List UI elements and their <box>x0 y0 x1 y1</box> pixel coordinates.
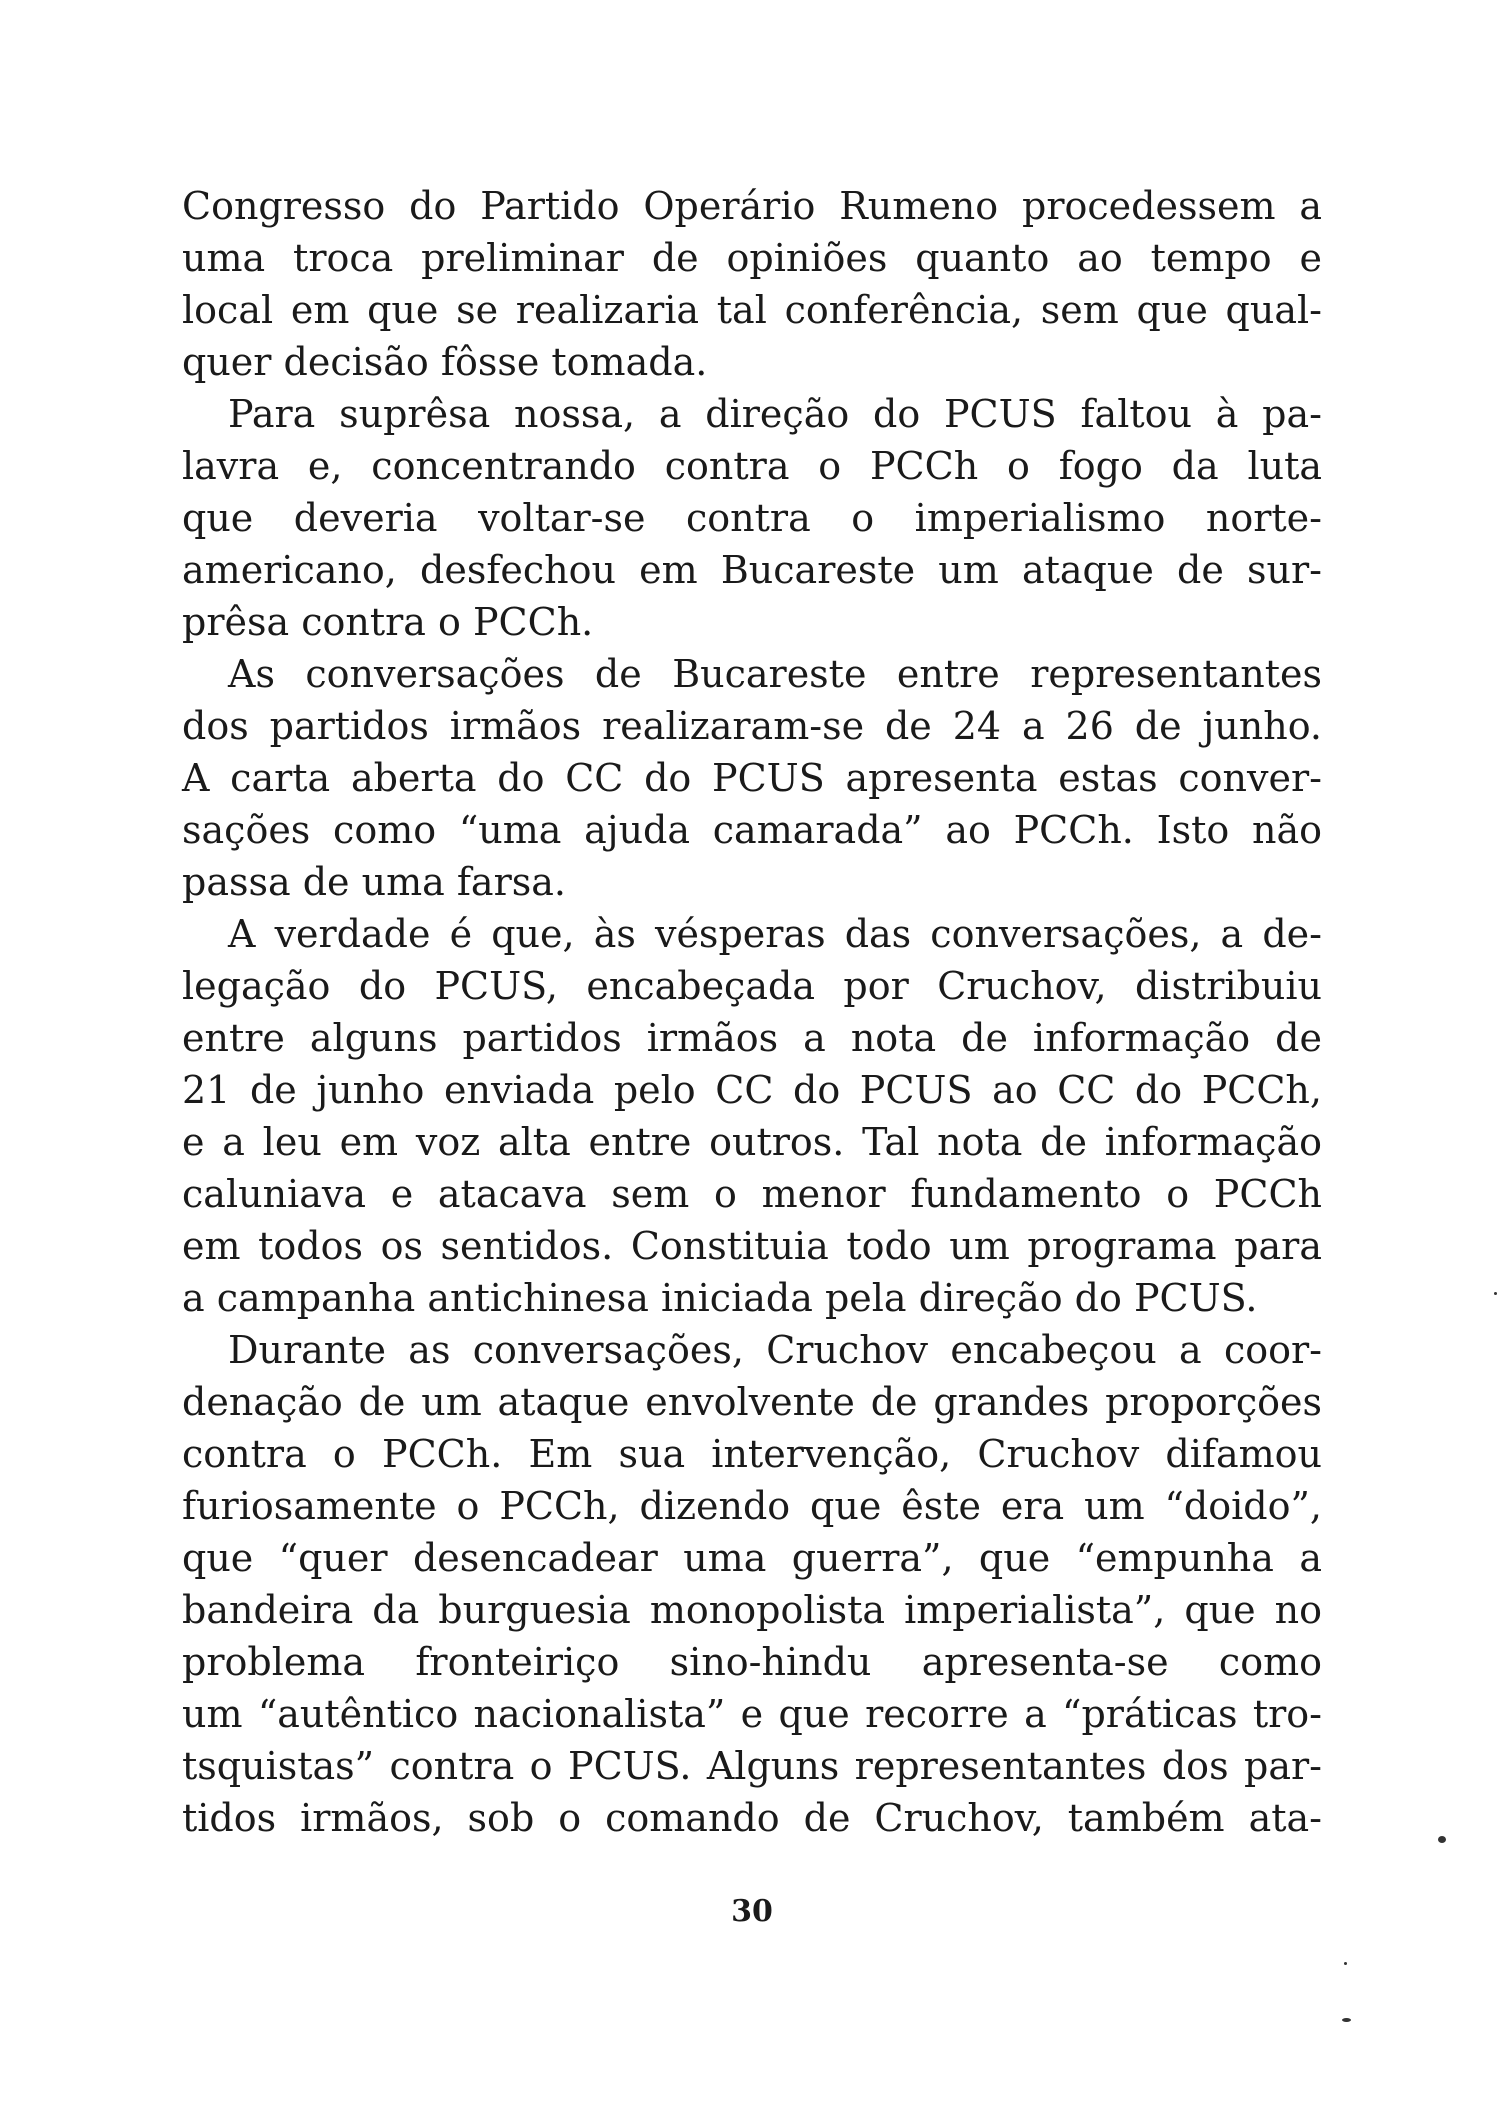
scan-speck <box>1494 1292 1497 1295</box>
scan-speck <box>1344 1962 1347 1965</box>
text-line: A carta aberta do CC do PCUS apresenta estas conver- <box>182 756 1322 800</box>
text-line: dos partidos irmãos realizaram-se de 24 a 26 de junho. <box>182 704 1322 748</box>
text-line: prêsa contra o PCCh. <box>182 600 594 644</box>
text-line: sações como “uma ajuda camarada” ao PCCh. Isto não <box>182 808 1322 852</box>
text-line: em todos os sentidos. Constituia todo um programa para <box>182 1224 1322 1268</box>
scan-speck <box>1438 1836 1446 1843</box>
text-line: um “autêntico nacionalista” e que recorre a “práticas tro- <box>182 1692 1322 1736</box>
text-line: Durante as conversações, Cruchov encabeçou a coor- <box>228 1328 1322 1372</box>
text-line: tsquistas” contra o PCUS. Alguns representantes dos par- <box>182 1744 1322 1788</box>
text-line: furiosamente o PCCh, dizendo que êste era um “doido”, <box>182 1484 1322 1528</box>
text-line: As conversações de Bucareste entre representantes <box>228 652 1322 696</box>
page-number: 30 <box>731 1894 773 1929</box>
text-line: que “quer desencadear uma guerra”, que “empunha a <box>182 1536 1322 1580</box>
text-line: local em que se realizaria tal conferência, sem que qual- <box>182 288 1322 332</box>
text-line: Para suprêsa nossa, a direção do PCUS faltou à pa- <box>228 392 1322 436</box>
text-line: legação do PCUS, encabeçada por Cruchov, distribuiu <box>182 964 1322 1008</box>
text-line: lavra e, concentrando contra o PCCh o fogo da luta <box>182 444 1322 488</box>
text-line: problema fronteiriço sino-hindu apresenta-se como <box>182 1640 1322 1684</box>
text-line: contra o PCCh. Em sua intervenção, Cruchov difamou <box>182 1432 1322 1476</box>
text-line: passa de uma farsa. <box>182 860 566 904</box>
text-line: uma troca preliminar de opiniões quanto ao tempo e <box>182 236 1322 280</box>
text-line: que deveria voltar-se contra o imperialismo norte- <box>182 496 1322 540</box>
text-line: Congresso do Partido Operário Rumeno procedessem a <box>182 184 1322 228</box>
text-line: quer decisão fôsse tomada. <box>182 340 708 384</box>
text-line: A verdade é que, às vésperas das conversações, a de- <box>228 912 1322 956</box>
text-line: entre alguns partidos irmãos a nota de informação de <box>182 1016 1322 1060</box>
body-text <box>182 180 1322 1844</box>
text-line: tidos irmãos, sob o comando de Cruchov, também ata- <box>182 1796 1322 1840</box>
scan-speck <box>1342 2018 1351 2022</box>
text-line: 21 de junho enviada pelo CC do PCUS ao CC do PCCh, <box>182 1068 1322 1112</box>
text-line: bandeira da burguesia monopolista imperialista”, que no <box>182 1588 1322 1632</box>
text-line: caluniava e atacava sem o menor fundamento o PCCh <box>182 1172 1322 1216</box>
text-line: a campanha antichinesa iniciada pela direção do PCUS. <box>182 1276 1258 1320</box>
text-line: denação de um ataque envolvente de grandes proporções <box>182 1380 1322 1424</box>
text-line: e a leu em voz alta entre outros. Tal nota de informação <box>182 1120 1322 1164</box>
text-line: americano, desfechou em Bucareste um ataque de sur- <box>182 548 1322 592</box>
